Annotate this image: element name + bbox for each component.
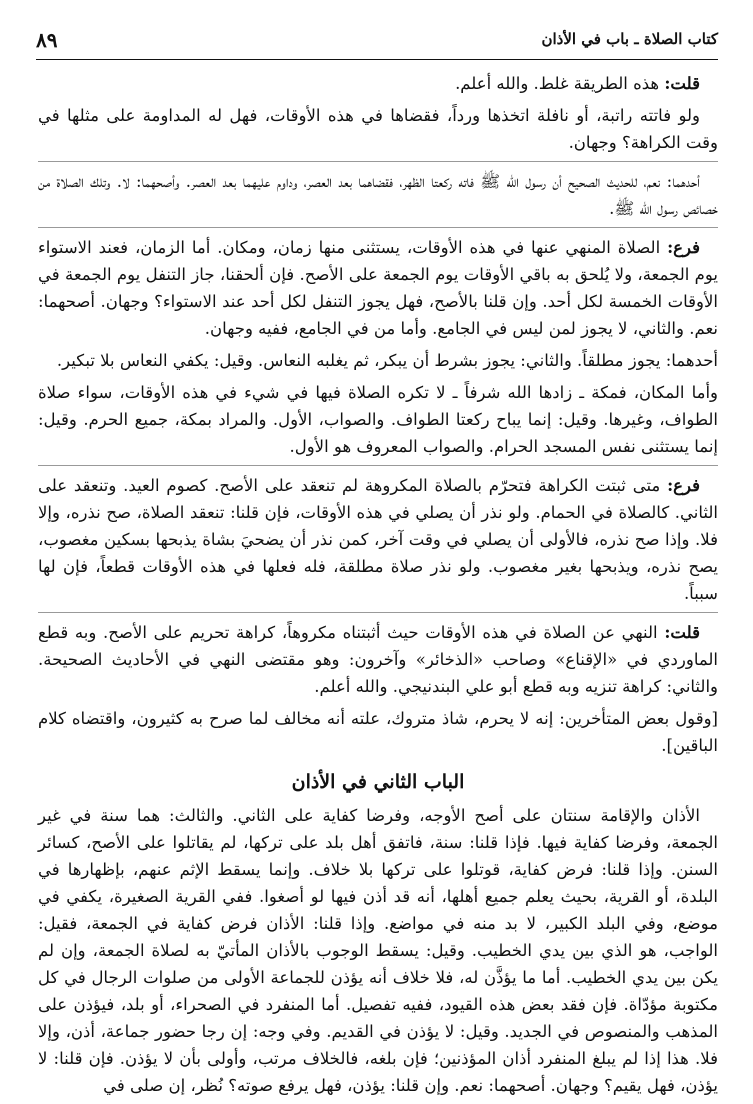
- paragraph-text: متى ثبتت الكراهة فتحرّم بالصلاة المكروهة لم تنعقد على الأصح. كصوم العيد. وتنعقد على الثاني. كالصلاة في الحمام. ولو نذر أن يصلي في هذه الأوقات، فإن قلنا: تنعقد الصلاة، صح نذره، وإلا فلا. وإذا صح نذره، فالأولى أن يصلي في وقت آخر، كمن نذر أن يضحيَ بشاة يذبحها بسكين مغصوب، يصح نذره، ويذبحها بغير مغصوب. ولو نذر صلاة مطلقة، فله فعلها في هذه الأوقات قطعاً، فإن لها سبباً.: [38, 476, 718, 603]
- paragraph: [38, 379, 718, 460]
- section-divider: [38, 465, 718, 466]
- running-title: كتاب الصلاة ـ باب في الأذان: [541, 30, 718, 48]
- paragraph: [38, 168, 718, 222]
- paragraph-text: [وقول بعض المتأخرين: إنه لا يحرم، شاذ متروك، علته أنه مخالف لما صرح به كثيرون، واقتضاه كلام الباقين].: [38, 709, 718, 755]
- paragraph-text: أحدهما: يجوز مطلقاً. والثاني: يجوز بشرط أن يبكر، ثم يغلبه النعاس. وقيل: يكفي النعاس بلا تبكير.: [56, 351, 718, 370]
- paragraph-text: أحدهما: نعم، للحديث الصحيح أن رسول الله ﷺ فاته ركعتا الظهر، فقضاهما بعد العصر، وداوم عليهما بعد العصر. وأصحهما: لا. وتلك الصلاة من خصائص رسول الله ﷺ.: [38, 172, 718, 218]
- paragraph: [38, 70, 718, 97]
- paragraph: [38, 472, 718, 607]
- paragraph-lead: فرع:: [667, 238, 700, 257]
- paragraph: [38, 705, 718, 759]
- paragraph: [38, 619, 718, 700]
- paragraph-text: وأما المكان، فمكة ـ زادها الله شرفاً ـ لا تكره الصلاة فيها في شيء في هذه الأوقات، سواء صلاة الطواف، وغيرها. وقيل: إنما يباح ركعتا الطواف. والصواب، الأول. والمراد بمكة، جميع الحرم. وقيل: إنما يستثنى نفس المسجد الحرام. والصواب المعروف هو الأول.: [38, 383, 718, 456]
- paragraph-text: هذه الطريقة غلط. والله أعلم.: [455, 74, 665, 93]
- paragraph-text: الصلاة المنهي عنها في هذه الأوقات، يستثنى منها زمان، ومكان. أما الزمان، فعند الاستواء يوم الجمعة، ولا يُلحق به باقي الأوقات يوم الجمعة على الأصح. فإن ألحقنا، جاز التنفل يوم الجمعة في الأوقات الخمسة لكل أحد. وإن قلنا بالأصح، فهل يجوز التنفل لكل أحد عند الاستواء؟ وجهان. أصحهما: نعم. والثاني، لا يجوز لمن ليس في الجامع. وأما من في الجامع، ففيه وجهان.: [38, 238, 718, 338]
- paragraph-text: ولو فاتته راتبة، أو نافلة اتخذها ورداً، فقضاها في هذه الأوقات، فهل له المداومة على مثلها في وقت الكراهة؟ وجهان.: [38, 106, 718, 152]
- section-divider: [38, 612, 718, 613]
- paragraph-text: الأذان والإقامة سنتان على أصح الأوجه، وفرضا كفاية على الثاني. والثالث: هما سنة في غير الجمعة، وفرضا كفاية فيها. فإذا قلنا: سنة، فاتفق أهل بلد على تركها، لم يقاتلوا على الأصح، كسائر السنن. وإذا قلنا: فرض كفاية، قوتلوا على تركها بلا خلاف. وإنما يسقط الإثم عنهم، بإظهارها في البلدة، أو القرية، بحيث يعلم جميع أهلها، أنه قد أذن فيها لو أصغوا. ففي القرية الصغيرة، يكفي في موضع، وفي البلد الكبير، لا بد منه في مواضع. وإذا قلنا: الأذان فرض كفاية في الجمعة، فقيل: الواجب، هو الذي بين يدي الخطيب. وقيل: يسقط الوجوب بالأذان المأتيّ به لصلاة الجمعة، وإن لم يكن بين يدي الخطيب. أما ما يؤذَّن له، فلا خلاف أنه يؤذن للجماعة الأولى من صلوات الرجال في كل مكتوبة مؤدّاة. فإن فقد بعض هذه القيود، ففيه تفصيل. أما المنفرد في الصحراء، أو بلد، فيؤذن على المذهب والمنصوص في الجديد. وقيل: لا يؤذن في القديم. وفي وجه: إن رجا حضور جماعة، أذن، وإلا فلا. هذا إذا لم يبلغ المنفرد أذان المؤذنين؛ فإن بلغه، فالخلاف مرتب، وأولى بأن لا يؤذن. فإن قلنا: لا يؤذن، فهل يقيم؟ وجهان. أصحهما: نعم. وإن قلنا: يؤذن، فهل يرفع صوته؟ نُظر، إن صلى في: [38, 806, 719, 1095]
- paragraph: [38, 802, 718, 1099]
- running-header: [36, 28, 718, 56]
- paragraph-text: النهي عن الصلاة في هذه الأوقات حيث أثبتناه مكروهاً، كراهة تحريم على الأصح. وبه قطع الماوردي في «الإقناع» وصاحب «الذخائر» وآخرون: وهو مقتضى النهي في الأحاديث الصحيحة. والثاني: كراهة تنزيه وبه قطع أبو علي البندنيجي. والله أعلم.: [38, 623, 718, 696]
- page-body: [38, 70, 718, 1104]
- page-number: ٨٩: [36, 28, 58, 52]
- header-rule: [36, 59, 718, 60]
- section-divider: [38, 161, 718, 162]
- paragraph: [38, 234, 718, 342]
- paragraph-lead: قلت:: [664, 74, 700, 93]
- chapter-title: الباب الثاني في الأذان: [291, 771, 465, 793]
- paragraph: [38, 347, 718, 374]
- paragraph-lead: فرع:: [667, 476, 700, 495]
- paragraph: [38, 102, 718, 156]
- paragraph-lead: قلت:: [664, 623, 700, 642]
- section-divider: [38, 227, 718, 228]
